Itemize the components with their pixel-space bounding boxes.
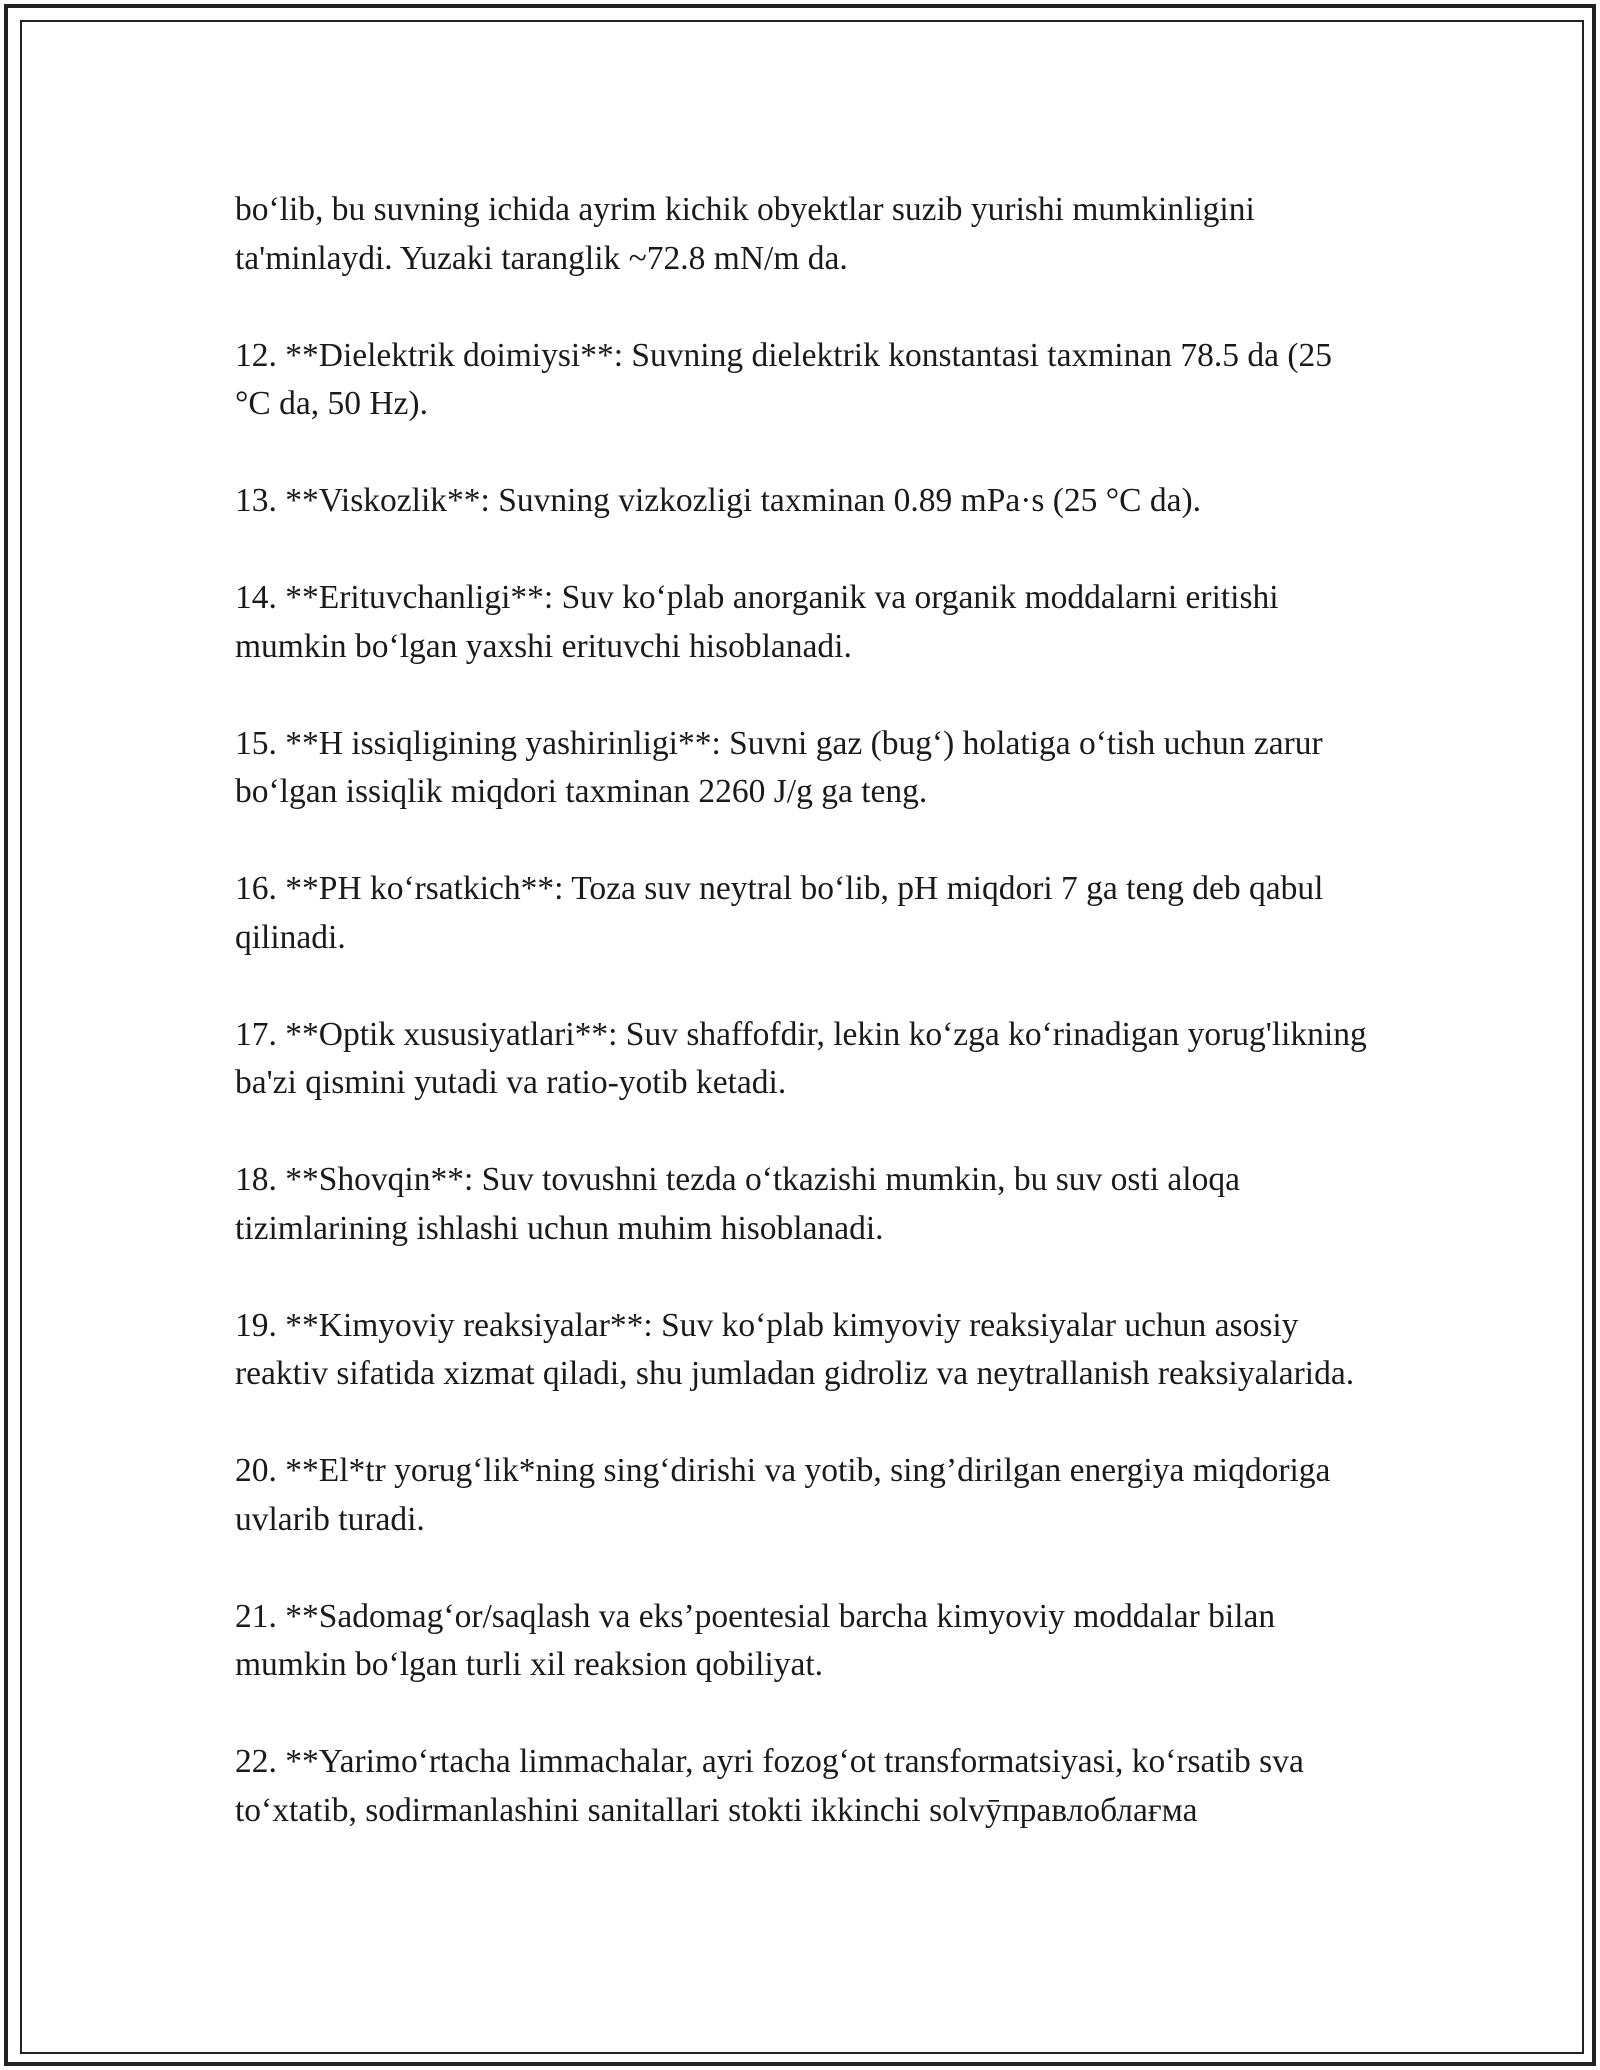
paragraph-item-13: 13. **Viskozlik**: Suvning vizkozligi taxminan 0.89 mPa·s (25 °C da). [235,482,1202,519]
document-body [235,186,1375,1884]
paragraph-item-18: 18. **Shovqin**: Suv tovushni tezda o‘tkazishi mumkin, bu suv osti aloqa tizimlarining ishlashi uchun muhim hisoblanadi. [235,1161,1240,1247]
paragraph-item-19: 19. **Kimyoviy reaksiyalar**: Suv ko‘plab kimyoviy reaksiyalar uchun asosiy reaktiv sifatida xizmat qiladi, shu jumladan gidroliz va neytrallanish reaksiyalarida. [235,1306,1355,1392]
paragraph-item-20: 20. **El*tr yorug‘lik*ning sing‘dirishi va yotib, sing’dirilgan energiya miqdoriga uvlarib turadi. [235,1452,1331,1538]
paragraph-item-16: 16. **PH ko‘rsatkich**: Toza suv neytral bo‘lib, pH miqdori 7 ga teng deb qabul qilinadi. [235,870,1324,956]
paragraph-item-22: 22. **Yarimo‘rtacha limmachalar, ayri fozog‘ot transformatsiyasi, ko‘rsatib sva to‘xtatib, sodirmanlashini sanitallari stokti ikkinchi solvӯправлоблағма [235,1743,1304,1829]
paragraph-item-21: 21. **Sadomag‘or/saqlash va eks’poentesial barcha kimyoviy moddalar bilan mumkin bo‘lgan turli xil reaksion qobiliyat. [235,1597,1276,1683]
paragraph-item-14: 14. **Erituvchanligi**: Suv ko‘plab anorganik va organik moddalarni eritishi mumkin bo‘lgan yaxshi erituvchi hisoblanadi. [235,579,1279,665]
paragraph-item-15: 15. **H issiqligining yashirinligi**: Suvni gaz (bug‘) holatiga o‘tish uchun zarur bo‘lgan issiqlik miqdori taxminan 2260 J/g ga teng. [235,724,1323,810]
paragraph-item-12: 12. **Dielektrik doimiysi**: Suvning dielektrik konstantasi taxminan 78.5 da (25 °C da, 50 Hz). [235,336,1332,422]
paragraph-continuation: bo‘lib, bu suvning ichida ayrim kichik obyektlar suzib yurishi mumkinligini ta'minlaydi. Yuzaki taranglik ~72.8 mN/m da. [235,191,1255,277]
paragraph-item-17: 17. **Optik xususiyatlari**: Suv shaffofdir, lekin ko‘zga ko‘rinadigan yorug'likning ba'zi qismini yutadi va ratio-yotib ketadi. [235,1015,1367,1101]
